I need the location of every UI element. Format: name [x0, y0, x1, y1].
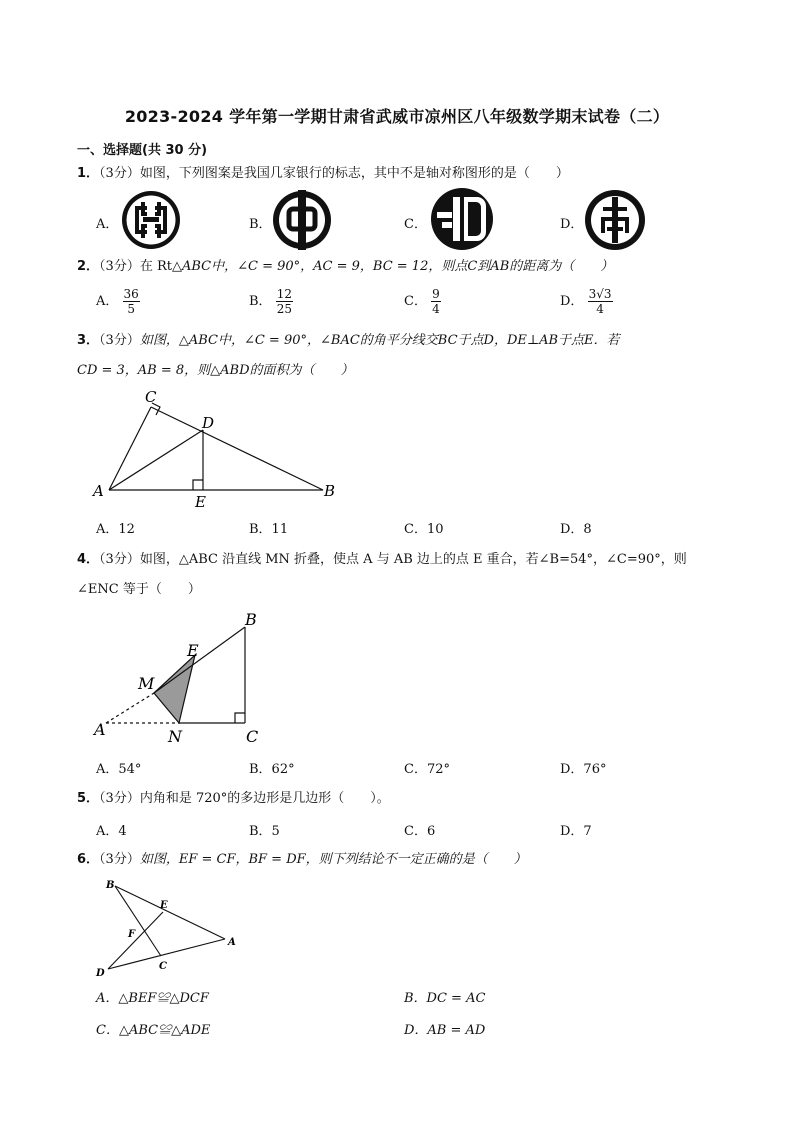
q6-figure — [88, 876, 248, 985]
label-m: M — [138, 674, 155, 693]
option-d[interactable]: D．8 — [560, 522, 592, 537]
question-score: （3分） — [99, 552, 140, 567]
boc-logo-icon — [271, 190, 333, 254]
label-d: D — [96, 968, 105, 979]
fraction: $\frac{36}{5}$ — [123, 287, 139, 316]
label-a: A — [94, 720, 106, 739]
question-5 — [77, 789, 390, 809]
label-e: E — [195, 493, 206, 510]
right-angle-c — [235, 713, 245, 723]
fraction: $\frac{9}{4}$ — [432, 287, 440, 316]
option-b[interactable]: B．5 — [249, 824, 280, 839]
segment-mb — [154, 627, 245, 693]
q4-figure — [88, 605, 278, 754]
segment-ad — [109, 430, 203, 490]
option-a[interactable]: A．54° — [96, 762, 142, 777]
segment-de — [108, 912, 163, 969]
question-score: （3分） — [99, 791, 140, 806]
ccb-logo-icon — [427, 188, 497, 254]
question-2 — [77, 257, 613, 277]
label-e: E — [160, 900, 168, 911]
label-n: N — [168, 727, 182, 746]
question-1 — [77, 164, 569, 184]
option-d[interactable]: D． — [560, 217, 584, 232]
icbc-logo-icon — [119, 190, 183, 254]
question-score: （3分） — [99, 333, 140, 348]
question-number: 2． — [77, 259, 100, 274]
question-number: 1． — [77, 166, 100, 181]
option-b[interactable]: B．DC = AC — [404, 991, 486, 1006]
option-b[interactable]: B． $\frac{12}{25}$ — [249, 287, 292, 316]
option-d[interactable]: D．7 — [560, 824, 592, 839]
label-e: E — [187, 641, 199, 660]
label-c: C — [246, 727, 259, 746]
question-text-line2: CD = 3，AB = 8，则△ABD的面积为（ ） — [77, 363, 354, 378]
option-a[interactable]: A．△BEF≌△DCF — [96, 991, 209, 1006]
fraction: $\frac{3√3}{4}$ — [588, 287, 612, 316]
question-number: 4． — [77, 552, 100, 567]
fraction: $\frac{12}{25}$ — [276, 287, 292, 316]
option-c[interactable]: C． — [404, 217, 427, 232]
question-score: （3分） — [99, 166, 140, 181]
question-text-line1: 如图，△ABC中，∠C = 90°，∠BAC的角平分线交BC于点D，DE⊥AB于点E．若 — [139, 333, 620, 348]
segment-cb — [151, 407, 323, 490]
q3-figure — [88, 385, 348, 514]
label-c: C — [145, 388, 157, 406]
question-score: （3分） — [99, 852, 140, 867]
section-heading: 一、选择题(共 30 分) — [77, 143, 208, 158]
question-4 — [77, 550, 687, 570]
question-6 — [77, 850, 527, 870]
option-d[interactable]: D．76° — [560, 762, 607, 777]
option-d[interactable]: D． $\frac{3√3}{4}$ — [560, 287, 612, 316]
question-number: 5． — [77, 791, 100, 806]
question-number: 3． — [77, 333, 100, 348]
option-c[interactable]: C．△ABC≌△ADE — [96, 1023, 211, 1038]
option-c[interactable]: C．6 — [404, 824, 436, 839]
option-b[interactable]: B．11 — [249, 522, 289, 537]
question-text: 内角和是 720°的多边形是几边形（ ）。 — [139, 791, 390, 806]
question-number: 6． — [77, 852, 100, 867]
label-a: A — [93, 482, 104, 500]
option-d[interactable]: D．AB = AD — [404, 1023, 486, 1038]
label-d: D — [202, 414, 215, 432]
option-b[interactable]: B． — [249, 217, 272, 232]
question-text: 如图，下列图案是我国几家银行的标志，其中不是轴对称图形的是（ ） — [139, 166, 569, 181]
question-text-line1: 如图，△ABC 沿直线 MN 折叠，使点 A 与 AB 边上的点 E 重合，若∠B=54°，∠C=90°，则 — [139, 552, 687, 567]
label-f: F — [128, 929, 136, 940]
label-b: B — [106, 880, 115, 891]
option-a[interactable]: A． — [96, 217, 119, 232]
option-a[interactable]: A．12 — [96, 522, 135, 537]
question-3 — [77, 331, 620, 351]
option-c[interactable]: C． $\frac{9}{4}$ — [404, 287, 440, 316]
label-b: B — [324, 482, 336, 500]
page-title: 2023-2024 学年第一学期甘肃省武威市凉州区八年级数学期末试卷（二） — [124, 107, 670, 126]
label-b: B — [245, 610, 257, 629]
abc-logo-icon — [583, 189, 647, 255]
question-text: 如图，EF = CF，BF = DF，则下列结论不一定正确的是（ ） — [139, 852, 527, 867]
option-a[interactable]: A． $\frac{36}{5}$ — [96, 287, 139, 316]
question-text-line2: ∠ENC 等于（ ） — [77, 582, 201, 597]
question-score: （3分） — [99, 259, 140, 274]
segment-ac — [109, 407, 151, 490]
question-text-part2: △ABC中，∠C = 90°，AC = 9，BC = 12，则点C到AB的距离为（ ） — [171, 259, 614, 274]
option-c[interactable]: C．10 — [404, 522, 444, 537]
right-angle-e — [193, 480, 203, 490]
option-b[interactable]: B．62° — [249, 762, 295, 777]
option-a[interactable]: A．4 — [96, 824, 127, 839]
dashed-am — [106, 693, 154, 723]
option-c[interactable]: C．72° — [404, 762, 450, 777]
question-text-part1: 在 Rt — [139, 259, 172, 274]
label-a: A — [228, 937, 236, 948]
label-c: C — [159, 961, 167, 972]
